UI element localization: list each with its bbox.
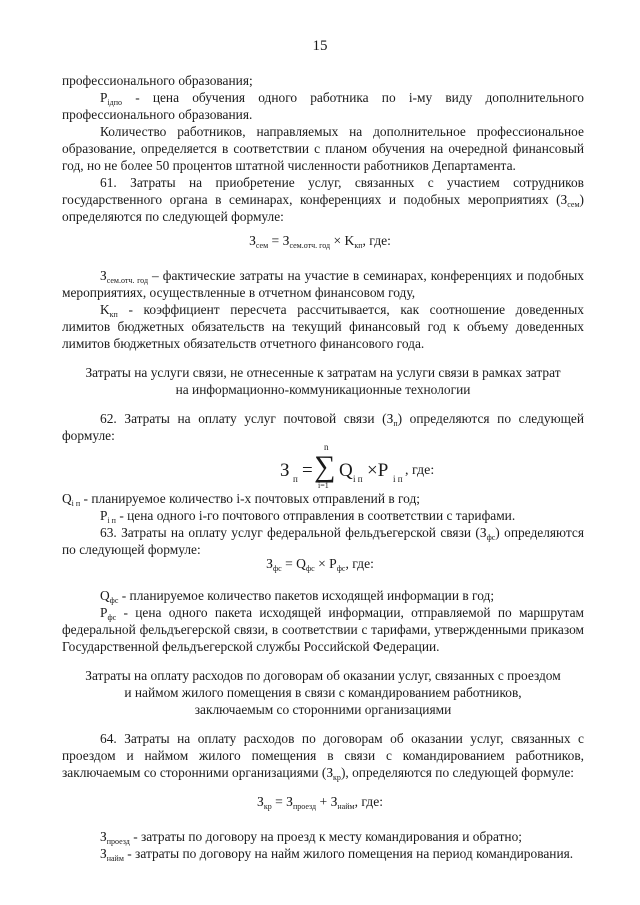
text-line: $P_{iдпо}$ - цена обучения одного работника по i-му виду дополнительного [100, 90, 584, 107]
definition-line: $З_{сем.отч. год}$ – фактические затраты на участие в семинарах, конференциях и подобных [100, 268, 584, 285]
section-heading: заключаемым со сторонними организациями [194, 702, 452, 717]
definition-line: Государственной фельдъегерской службы Российской Федерации. [62, 639, 440, 654]
paragraph-62-line: 62. Затраты на оплату услуг почтовой связи $(З_п)$ определяются по следующей [100, 411, 584, 428]
paragraph-64-line: 64. Затраты на оплату расходов по договорам об оказании услуг, связанных с [100, 731, 584, 746]
text-line: образование, определяется в соответствии с планом обучения на очередной финансовый [62, 141, 584, 156]
definition-line: $K_{кп}$ - коэффициент пересчета рассчитывается, как соотношение доведенных [100, 302, 584, 319]
section-heading: Затраты на оплату расходов по договорам об оказании услуг, связанных с проездом [85, 668, 561, 683]
formula-postal: З п = n ∑ i=1 Q i п ×P i п , где: [280, 442, 435, 490]
formula-courier: $З_{фс} = Q_{фс} \times P_{фс}$, где: [266, 556, 374, 573]
section-heading: на информационно-коммуникационные технологии [175, 382, 471, 397]
paragraph-63-line: 63. Затраты на оплату услуг федеральной фельдъегерской связи $(З_{фс})$ определяются [100, 525, 584, 542]
definition-line: $P_{фс}$ - цена одного пакета исходящей информации, отправляемой по маршрутам [100, 605, 584, 622]
definition-line: федеральной фельдъегерской связи, в соответствии с тарифами, утвержденными приказом [62, 622, 584, 637]
definition-line: $Q_{i п}$ - планируемое количество i-х почтовых отправлений в год; [62, 491, 421, 508]
paragraph-64-line: проездом и наймом жилого помещения в связи с командированием работников, [62, 748, 584, 763]
formula-travel: $З_{кр} = З_{проезд} + З_{найм}$, где: [257, 794, 383, 811]
definition-line: мероприятиях, осуществленные в отчетном финансовом году, [62, 285, 416, 300]
definition-line: $З_{найм}$ - затраты по договору на найм жилого помещения на период командирования. [100, 846, 574, 863]
paragraph-61-line: 61. Затраты на приобретение услуг, связанных с участием сотрудников [100, 175, 584, 190]
sigma-symbol: ∑ [314, 450, 336, 483]
formula-seminars: $З_{сем} = З_{сем.отч. год} \times K_{кп}$, где: [249, 233, 391, 250]
text-line: профессионального образования; [62, 73, 253, 88]
text-line: Количество работников, направляемых на дополнительное профессиональное [100, 124, 584, 139]
section-heading: Затраты на услуги связи, не отнесенные к затратам на услуги связи в рамках затрат [85, 365, 561, 380]
paragraph-64-line: заключаемым со сторонними организациями $(З_{кр})$, определяются по следующей формуле: [62, 765, 574, 782]
section-heading: и наймом жилого помещения в связи с командированием работников, [124, 685, 522, 700]
definition-line: $Q_{фс}$ - планируемое количество пакетов исходящей информации в год; [100, 588, 495, 605]
definition-line: лимитов бюджетных обязательств на текущий финансовый год к объему доведенных [62, 319, 584, 334]
paragraph-61-line: государственного органа в семинарах, конференциях и подобных мероприятиях $(З_{сем})$ [62, 192, 584, 209]
page-number: 15 [312, 38, 328, 54]
paragraph-62-line: формуле: [62, 428, 115, 443]
paragraph-61-line: определяются по следующей формуле: [62, 209, 284, 224]
definition-line: $P_{i п}$ - цена одного i-го почтового отправления в соответствии с тарифами. [100, 508, 516, 525]
paragraph-63-line: по следующей формуле: [62, 542, 201, 557]
definition-line: $З_{проезд}$ - затраты по договору на проезд к месту командирования и обратно; [100, 829, 523, 846]
definition-line: лимитов бюджетных обязательств отчетного финансового года. [62, 336, 425, 351]
text-line: год, но не более 50 процентов штатной численности работников Департамента. [62, 158, 516, 173]
text-line: профессионального образования. [62, 107, 253, 122]
